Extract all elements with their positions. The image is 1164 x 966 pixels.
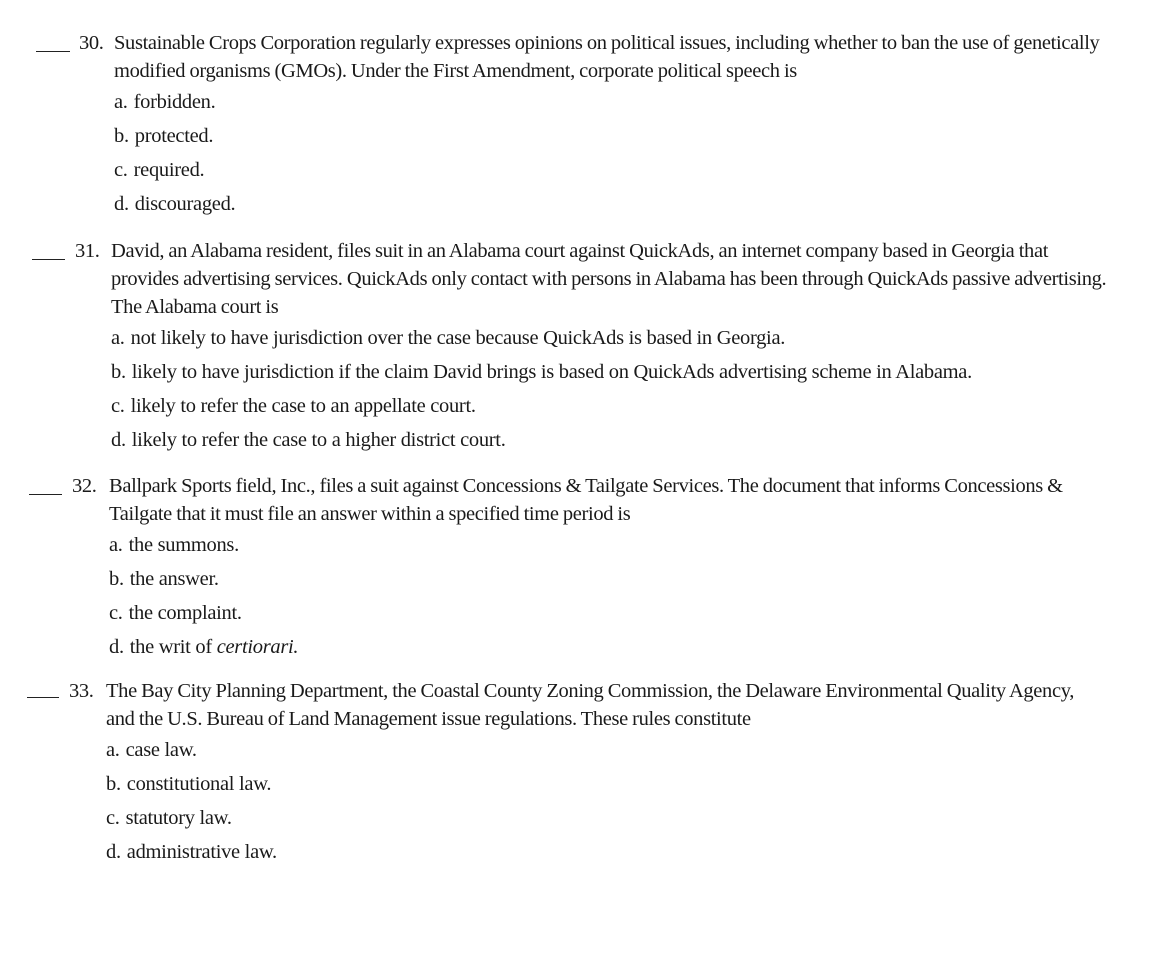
option-c[interactable]: c. required. bbox=[114, 159, 205, 181]
option-b[interactable]: b. protected. bbox=[114, 125, 214, 147]
option-d[interactable]: d. administrative law. bbox=[106, 841, 277, 863]
question-stem bbox=[27, 677, 1147, 733]
question-number: 31. bbox=[75, 240, 100, 262]
options-list bbox=[27, 733, 1147, 869]
question-32 bbox=[29, 472, 1149, 664]
question-text: David, an Alabama resident, files suit in an Alabama court against QuickAds, an internet company based in Georgia that provides advertising services. QuickAds only contact with persons in Alabama has been through QuickAds passive advertising. The Alabama court is bbox=[111, 240, 1107, 318]
option-a[interactable]: a. not likely to have jurisdiction over the case because QuickAds is based in Georgia. bbox=[111, 327, 786, 349]
option-d[interactable]: d. the writ of certiorari. bbox=[109, 636, 299, 658]
option-c[interactable]: c. statutory law. bbox=[106, 807, 232, 829]
option-a[interactable]: a. case law. bbox=[106, 739, 197, 761]
question-stem bbox=[29, 472, 1149, 528]
question-text: Ballpark Sports field, Inc., files a suit against Concessions & Tailgate Services. The document that informs Concessions & Tailgate that it must file an answer within a specified time period is bbox=[109, 475, 1063, 525]
option-c[interactable]: c. the complaint. bbox=[109, 602, 242, 624]
option-d[interactable]: d. discouraged. bbox=[114, 193, 236, 215]
options-list bbox=[32, 321, 1152, 457]
italic-term: certiorari. bbox=[216, 636, 299, 658]
option-b[interactable]: b. likely to have jurisdiction if the claim David brings is based on QuickAds advertising scheme in Alabama. bbox=[111, 361, 972, 383]
question-number: 33. bbox=[69, 680, 94, 702]
options-list bbox=[36, 85, 1156, 221]
question-stem bbox=[36, 29, 1156, 85]
question-number: 30. bbox=[79, 32, 104, 54]
option-b[interactable]: b. the answer. bbox=[109, 568, 219, 590]
option-a[interactable]: a. the summons. bbox=[109, 534, 239, 556]
question-31 bbox=[32, 237, 1152, 457]
question-30 bbox=[36, 29, 1156, 221]
question-33 bbox=[27, 677, 1147, 869]
question-text: The Bay City Planning Department, the Coastal County Zoning Commission, the Delaware Environmental Quality Agency, and the U.S. Bureau of Land Management issue regulations. These rules constitute bbox=[106, 680, 1075, 730]
question-stem bbox=[32, 237, 1152, 321]
option-c[interactable]: c. likely to refer the case to an appellate court. bbox=[111, 395, 476, 417]
option-a[interactable]: a. forbidden. bbox=[114, 91, 216, 113]
option-d[interactable]: d. likely to refer the case to a higher district court. bbox=[111, 429, 506, 451]
options-list bbox=[29, 528, 1149, 664]
option-b[interactable]: b. constitutional law. bbox=[106, 773, 272, 795]
question-text: Sustainable Crops Corporation regularly expresses opinions on political issues, including whether to ban the use of genetically modified organisms (GMOs). Under the First Amendment, corporate political speech is bbox=[114, 32, 1100, 82]
question-number: 32. bbox=[72, 475, 97, 497]
